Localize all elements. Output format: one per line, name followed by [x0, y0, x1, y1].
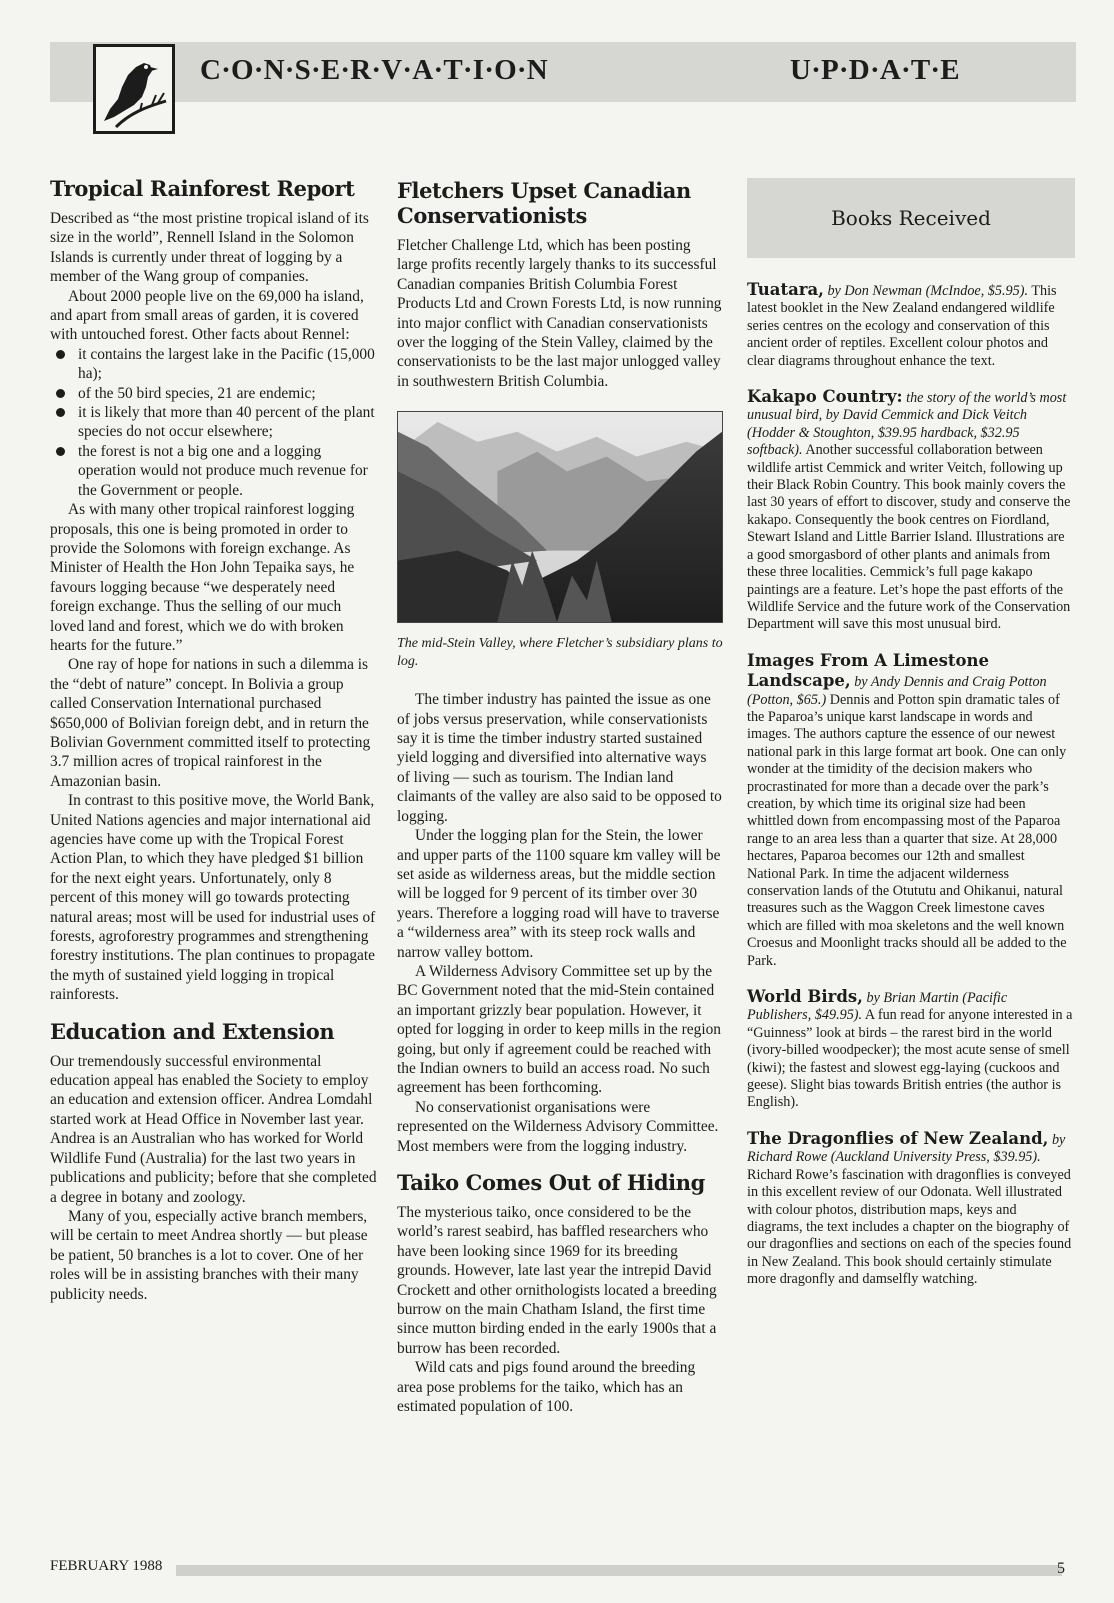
fletchers-paragraph: The timber industry has painted the issue as one of jobs versus preservation, while conservationists say it is time the timber industry started sustained yield logging and diversified into alternative ways of living — such as tourism. The Indian land claimants of the valley are also said to be opposed to logging.	[397, 691, 722, 825]
bullet-icon	[56, 350, 65, 359]
book-review	[747, 1129, 1073, 1289]
column-right	[747, 178, 1073, 1306]
education-paragraph: Many of you, especially active branch members, will be certain to meet Andrea shortly — but please be patient, 50 branches is a lot to cover. One of her roles will be in assisting branches with their many publicity needs.	[50, 1207, 368, 1303]
books-received-title: Books Received	[747, 178, 1075, 258]
book-title: Tuatara,	[747, 280, 824, 299]
list-item: of the 50 bird species, 21 are endemic;	[50, 384, 378, 403]
taiko-heading: Taiko Comes Out of Hiding	[397, 1170, 705, 1195]
book-meta: by Don Newman (McIndoe, $5.95).	[827, 283, 1029, 299]
book-meta: by Andy Dennis and Craig Potton (Potton, $65.)	[747, 674, 1047, 708]
book-title: World Birds,	[747, 987, 863, 1007]
book-review	[747, 280, 1073, 370]
footer-rule	[176, 1565, 1062, 1576]
fletchers-paragraph: A Wilderness Advisory Committee set up by the BC Government noted that the mid-Stein contained an important grizzly bear population. However, it opted for logging in order to keep mills in the region going, but only if agreement could be reached with the Indian owners to build an access road. No such agreement has been forthcoming.	[397, 962, 721, 1097]
book-title: Images From A Limestone Landscape,	[747, 650, 990, 691]
stein-valley-photo	[397, 411, 723, 623]
photo-caption: The mid-Stein Valley, where Fletcher’s subsidiary plans to log.	[397, 636, 723, 669]
rainforest-paragraph: One ray of hope for nations in such a dilemma is the “debt of nature” concept. In Bolivia a group called Conservation International purchased $650,000 of Bolivian foreign debt, and in return the Bolivian Government committed itself to protecting 3.7 million acres of tropical rainforest in the Amazonian basin.	[50, 656, 371, 790]
book-text: Another successful collaboration between wildlife artist Cemmick and writer Veitch, following up their Black Robin Country. This book mainly covers the last 30 years of effort to discover, study and conserve the kakapo. Consequently the book centres on Fiordland, Stewart Island and Little Barrier Island. Illustrations are a good smorgasbord of other plants and animals from these three localities. Cemmick’s full page kakapo paintings are a feature. Let’s hope the past efforts of the Wildlife Service and the future work of the Conservation Department will save this most unusual bird.	[747, 442, 1071, 633]
bullet-icon	[56, 408, 65, 417]
fletchers-paragraph: Fletcher Challenge Ltd, which has been posting large profits recently largely thanks to its successful Canadian companies British Columbia Forest Products Ltd and Crown Forests Ltd, is now running into major conflict with Canadian conservationists over the logging of the Stein Valley, claimed by the conservationists to be the last major unlogged valley in southwestern British Columbia.	[397, 237, 722, 390]
book-meta: the story of the world’s most unusual bird, by David Cemmick and Dick Veitch (Hodder & Stoughton, $39.95 hardback, $32.95 softback).	[747, 390, 1067, 459]
book-text: A fun read for anyone interested in a “Guinness” look at birds – the rarest bird in the world (ivory-billed woodpecker); the most acute sense of smell (kiwi); the fastest and slowest egg-laying (cuckoos and geese). Slight bias towards British entries (the author is English).	[747, 1007, 1073, 1111]
column-middle	[397, 178, 723, 1416]
masthead-title: C·O·N·S·E·R·V·A·T·I·O·N	[200, 54, 548, 86]
book-title: The Dragonflies of New Zealand,	[747, 1128, 1049, 1148]
list-item: it contains the largest lake in the Pacific (15,000 ha);	[50, 345, 378, 384]
bullet-icon	[56, 447, 65, 456]
column-left	[50, 176, 378, 1304]
rainforest-paragraph: About 2000 people live on the 69,000 ha island, and apart from small areas of garden, it is covered with untouched forest. Other facts about Rennel:	[50, 287, 364, 344]
list-item: it is likely that more than 40 percent of the plant species do not occur elsewhere;	[50, 403, 378, 442]
fletchers-paragraph: Under the logging plan for the Stein, the lower and upper parts of the 1100 square km valley will be set aside as wilderness areas, but the middle section will be logged for 9 percent of its timber over 30 years. Therefore a logging road will have to traverse a “wilderness area” with its steep rock walls and narrow valley bottom.	[397, 827, 721, 961]
book-meta: by Richard Rowe (Auckland University Press, $39.95).	[747, 1131, 1066, 1166]
book-review	[747, 387, 1073, 634]
book-review	[747, 987, 1073, 1112]
education-heading: Education and Extension	[50, 1018, 335, 1044]
education-paragraph: Our tremendously successful environmental education appeal has enabled the Society to employ an education and extension officer. Andrea Lomdahl started work at Head Office in November last year. Andrea is an Australian who has worked for World Wildlife Fund (Australia) for the last two years in publications and publicity; before that she completed a degree in botany and zoology.	[50, 1052, 377, 1206]
bullet-icon	[56, 389, 65, 398]
issue-date: FEBRUARY 1988	[50, 1558, 163, 1574]
book-text: Dennis and Potton spin dramatic tales of the Paparoa’s unique karst landscape in words and images. The authors capture the essence of our newest national park in this large format art book. One can only wonder at the timidity of the decision makers who procrastinated for more than a decade over the park’s creation, by which time its original size had been whittled down from encompassing most of the Paparoa range to an area less than a quarter that size. At 28,000 hectares, Paparoa becomes our 12th and smallest National Park. In time the adjacent wilderness conservation lands of the Otututu and Ohikanui, natural treasures such as the Waggon Creek limestone caves which are filled with moa skeletons and the well known Croesus and Moonlight tracks should all be added to the Park.	[747, 691, 1067, 969]
fletchers-paragraph: No conservationist organisations were represented on the Wilderness Advisory Committee. Most members were from the logging industry.	[397, 1098, 719, 1155]
masthead-subtitle: U·P·D·A·T·E	[790, 54, 960, 86]
book-review	[747, 651, 1073, 970]
bird-on-branch-icon	[93, 44, 175, 134]
taiko-paragraph: The mysterious taiko, once considered to be the world’s rarest seabird, has baffled researchers who have been looking since 1969 for its breeding grounds. However, late last year the intrepid David Crockett and other ornithologists located a breeding burrow on the main Chatham Island, the first time since mutton birding ended in the early 1900s that a burrow has been recorded.	[397, 1204, 717, 1357]
book-text: This latest booklet in the New Zealand endangered wildlife series centres on the ecology and conservation of this ancient order of reptiles. Excellent colour photos and clear diagrams throughout enhance the text.	[747, 283, 1057, 369]
rainforest-paragraph: In contrast to this positive move, the World Bank, United Nations agencies and major international aid agencies have come up with the Tropical Forest Action Plan, to which they have pledged $1 billion for the next eight years. Unfortunately, only 8 percent of this money will go towards protecting natural areas; most will be used for industrial uses of forests, agroforestry programmes and strengthening forestry institutions. The plan continues to propagate the myth of sustained yield logging in tropical rainforests.	[50, 792, 376, 1004]
taiko-paragraph: Wild cats and pigs found around the breeding area pose problems for the taiko, which has an estimated population of 100.	[397, 1359, 696, 1416]
list-item: the forest is not a big one and a logging operation would not produce much revenue for the Government or people.	[50, 442, 378, 500]
fletchers-heading: Fletchers Upset Canadian Conservationists	[397, 178, 691, 228]
book-title: Kakapo Country:	[747, 387, 903, 407]
page-number: 5	[1057, 1560, 1065, 1577]
rainforest-paragraph: Described as “the most pristine tropical island of its size in the world”, Rennell Island in the Solomon Islands is currently under threat of logging by a member of the Wang group of companies.	[50, 210, 369, 286]
rainforest-paragraph: As with many other tropical rainforest logging proposals, this one is being promoted in order to provide the Solomons with foreign exchange. As Minister of Health the Hon John Tepaika says, he favours logging because “we desperately need foreign exchange. Thus the selling of our much loved land and forest, which we do with broken hearts for the future.”	[50, 501, 355, 654]
book-text: Richard Rowe’s fascination with dragonflies is conveyed in this excellent review of our Odonata. Well illustrated with colour photos, distribution maps, keys and diagrams, the text includes a chapter on the biography of our dragonflies and sections on each of the species found in New Zealand. This book should certainly stimulate more dragonfly and damselfly watching.	[747, 1166, 1072, 1288]
book-meta: by Brian Martin (Pacific Publishers, $49.95).	[747, 990, 1008, 1024]
rennel-facts-list	[50, 345, 378, 500]
rainforest-heading: Tropical Rainforest Report	[50, 176, 355, 201]
